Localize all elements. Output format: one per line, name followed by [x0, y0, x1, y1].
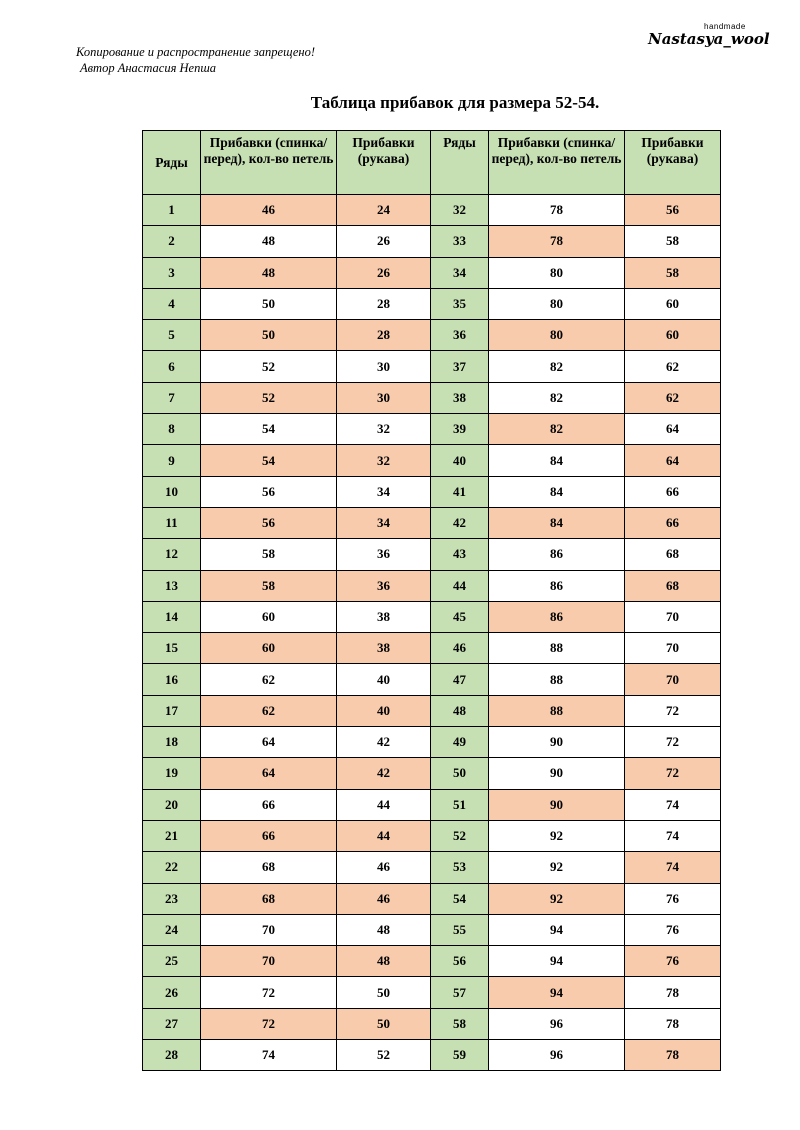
body-increase-cell: 80: [489, 257, 625, 288]
body-increase-cell: 84: [489, 445, 625, 476]
row-number-cell: 36: [431, 320, 489, 351]
row-number-cell: 5: [143, 320, 201, 351]
table-row: [143, 727, 721, 758]
table-row: [143, 320, 721, 351]
sleeve-increase-cell: 56: [625, 195, 721, 226]
row-number-cell: 27: [143, 1008, 201, 1039]
sleeve-increase-cell: 52: [337, 1040, 431, 1071]
body-increase-cell: 96: [489, 1008, 625, 1039]
table-row: [143, 476, 721, 507]
sleeve-increase-cell: 70: [625, 664, 721, 695]
body-increase-cell: 52: [201, 382, 337, 413]
row-number-cell: 2: [143, 226, 201, 257]
table-row: [143, 633, 721, 664]
row-number-cell: 14: [143, 601, 201, 632]
sleeve-increase-cell: 60: [625, 288, 721, 319]
brand-logo: [648, 22, 768, 50]
body-increase-cell: 46: [201, 195, 337, 226]
row-number-cell: 40: [431, 445, 489, 476]
row-number-cell: 33: [431, 226, 489, 257]
sleeve-increase-cell: 44: [337, 789, 431, 820]
body-increase-cell: 62: [201, 695, 337, 726]
sleeve-increase-cell: 58: [625, 257, 721, 288]
row-number-cell: 22: [143, 852, 201, 883]
body-increase-cell: 60: [201, 601, 337, 632]
sleeve-increase-cell: 44: [337, 820, 431, 851]
row-number-cell: 46: [431, 633, 489, 664]
row-number-cell: 12: [143, 539, 201, 570]
body-increase-cell: 58: [201, 570, 337, 601]
logo-brand-text: Nastasya_wool: [648, 30, 770, 48]
table-row: [143, 852, 721, 883]
body-increase-cell: 94: [489, 946, 625, 977]
body-increase-cell: 80: [489, 288, 625, 319]
table-body: [143, 195, 721, 1071]
sleeve-increase-cell: 74: [625, 820, 721, 851]
row-number-cell: 34: [431, 257, 489, 288]
body-increase-cell: 48: [201, 257, 337, 288]
table-row: [143, 789, 721, 820]
sleeve-increase-cell: 30: [337, 382, 431, 413]
sleeve-increase-cell: 66: [625, 476, 721, 507]
body-increase-cell: 64: [201, 758, 337, 789]
row-number-cell: 16: [143, 664, 201, 695]
body-increase-cell: 58: [201, 539, 337, 570]
body-increase-cell: 86: [489, 601, 625, 632]
body-increase-cell: 66: [201, 789, 337, 820]
header-rows-2: Ряды: [431, 131, 489, 195]
row-number-cell: 47: [431, 664, 489, 695]
sleeve-increase-cell: 28: [337, 288, 431, 319]
table-row: [143, 288, 721, 319]
body-increase-cell: 88: [489, 633, 625, 664]
body-increase-cell: 88: [489, 664, 625, 695]
table-row: [143, 820, 721, 851]
table-row: [143, 946, 721, 977]
body-increase-cell: 50: [201, 288, 337, 319]
sleeve-increase-cell: 30: [337, 351, 431, 382]
body-increase-cell: 92: [489, 883, 625, 914]
sleeve-increase-cell: 76: [625, 883, 721, 914]
sleeve-increase-cell: 48: [337, 946, 431, 977]
body-increase-cell: 74: [201, 1040, 337, 1071]
row-number-cell: 42: [431, 507, 489, 538]
table-row: [143, 257, 721, 288]
row-number-cell: 49: [431, 727, 489, 758]
sleeve-increase-cell: 28: [337, 320, 431, 351]
body-increase-cell: 54: [201, 445, 337, 476]
row-number-cell: 9: [143, 445, 201, 476]
header-body-increases: Прибавки (спинка/перед), кол-во петель: [201, 131, 337, 195]
body-increase-cell: 82: [489, 414, 625, 445]
sleeve-increase-cell: 62: [625, 382, 721, 413]
row-number-cell: 25: [143, 946, 201, 977]
sleeve-increase-cell: 40: [337, 664, 431, 695]
header-body-increases-2: Прибавки (спинка/перед), кол-во петель: [489, 131, 625, 195]
row-number-cell: 39: [431, 414, 489, 445]
row-number-cell: 6: [143, 351, 201, 382]
sleeve-increase-cell: 66: [625, 507, 721, 538]
sleeve-increase-cell: 36: [337, 539, 431, 570]
sleeve-increase-cell: 64: [625, 445, 721, 476]
row-number-cell: 54: [431, 883, 489, 914]
table-header-row: [143, 131, 721, 195]
row-number-cell: 57: [431, 977, 489, 1008]
sleeve-increase-cell: 72: [625, 727, 721, 758]
title-text: Таблица прибавок для размера 52-54.: [310, 93, 600, 112]
table-row: [143, 1040, 721, 1071]
sleeve-increase-cell: 26: [337, 257, 431, 288]
row-number-cell: 7: [143, 382, 201, 413]
body-increase-cell: 70: [201, 914, 337, 945]
body-increase-cell: 78: [489, 226, 625, 257]
sleeve-increase-cell: 46: [337, 852, 431, 883]
row-number-cell: 19: [143, 758, 201, 789]
copyright-notice: [76, 44, 315, 76]
sleeve-increase-cell: 64: [625, 414, 721, 445]
row-number-cell: 24: [143, 914, 201, 945]
row-number-cell: 55: [431, 914, 489, 945]
sleeve-increase-cell: 72: [625, 758, 721, 789]
author-line: Автор Анастасия Непша: [80, 61, 217, 75]
row-number-cell: 10: [143, 476, 201, 507]
table-row: [143, 195, 721, 226]
row-number-cell: 37: [431, 351, 489, 382]
body-increase-cell: 60: [201, 633, 337, 664]
row-number-cell: 51: [431, 789, 489, 820]
row-number-cell: 15: [143, 633, 201, 664]
body-increase-cell: 64: [201, 727, 337, 758]
body-increase-cell: 86: [489, 539, 625, 570]
body-increase-cell: 72: [201, 977, 337, 1008]
table-row: [143, 382, 721, 413]
body-increase-cell: 80: [489, 320, 625, 351]
row-number-cell: 59: [431, 1040, 489, 1071]
page-title: [0, 93, 800, 113]
sleeve-increase-cell: 78: [625, 1040, 721, 1071]
body-increase-cell: 56: [201, 476, 337, 507]
sleeve-increase-cell: 36: [337, 570, 431, 601]
sleeve-increase-cell: 32: [337, 414, 431, 445]
body-increase-cell: 90: [489, 789, 625, 820]
body-increase-cell: 62: [201, 664, 337, 695]
table-row: [143, 977, 721, 1008]
sleeve-increase-cell: 42: [337, 727, 431, 758]
sleeve-increase-cell: 78: [625, 977, 721, 1008]
body-increase-cell: 90: [489, 727, 625, 758]
body-increase-cell: 54: [201, 414, 337, 445]
table-row: [143, 758, 721, 789]
table-row: [143, 226, 721, 257]
body-increase-cell: 94: [489, 977, 625, 1008]
row-number-cell: 56: [431, 946, 489, 977]
row-number-cell: 21: [143, 820, 201, 851]
body-increase-cell: 96: [489, 1040, 625, 1071]
body-increase-cell: 78: [489, 195, 625, 226]
table-row: [143, 601, 721, 632]
row-number-cell: 1: [143, 195, 201, 226]
sleeve-increase-cell: 40: [337, 695, 431, 726]
body-increase-cell: 84: [489, 507, 625, 538]
sleeve-increase-cell: 50: [337, 977, 431, 1008]
row-number-cell: 44: [431, 570, 489, 601]
sleeve-increase-cell: 68: [625, 539, 721, 570]
sleeve-increase-cell: 34: [337, 507, 431, 538]
body-increase-cell: 68: [201, 852, 337, 883]
row-number-cell: 3: [143, 257, 201, 288]
sleeve-increase-cell: 48: [337, 914, 431, 945]
sleeve-increase-cell: 72: [625, 695, 721, 726]
sleeve-increase-cell: 74: [625, 789, 721, 820]
copyright-line: Копирование и распространение запрещено!: [76, 45, 315, 59]
body-increase-cell: 86: [489, 570, 625, 601]
sleeve-increase-cell: 74: [625, 852, 721, 883]
table-row: [143, 695, 721, 726]
row-number-cell: 35: [431, 288, 489, 319]
sleeve-increase-cell: 24: [337, 195, 431, 226]
row-number-cell: 41: [431, 476, 489, 507]
body-increase-cell: 94: [489, 914, 625, 945]
sleeve-increase-cell: 34: [337, 476, 431, 507]
body-increase-cell: 72: [201, 1008, 337, 1039]
body-increase-cell: 68: [201, 883, 337, 914]
table-row: [143, 539, 721, 570]
body-increase-cell: 52: [201, 351, 337, 382]
increases-table: [142, 130, 721, 1071]
table-row: [143, 914, 721, 945]
row-number-cell: 13: [143, 570, 201, 601]
body-increase-cell: 56: [201, 507, 337, 538]
sleeve-increase-cell: 70: [625, 601, 721, 632]
table-row: [143, 1008, 721, 1039]
body-increase-cell: 50: [201, 320, 337, 351]
table-row: [143, 507, 721, 538]
table-row: [143, 570, 721, 601]
sleeve-increase-cell: 70: [625, 633, 721, 664]
row-number-cell: 4: [143, 288, 201, 319]
sleeve-increase-cell: 60: [625, 320, 721, 351]
sleeve-increase-cell: 76: [625, 946, 721, 977]
sleeve-increase-cell: 32: [337, 445, 431, 476]
logo-handmade-text: handmade: [704, 22, 746, 31]
sleeve-increase-cell: 38: [337, 601, 431, 632]
row-number-cell: 53: [431, 852, 489, 883]
body-increase-cell: 84: [489, 476, 625, 507]
row-number-cell: 45: [431, 601, 489, 632]
row-number-cell: 32: [431, 195, 489, 226]
sleeve-increase-cell: 68: [625, 570, 721, 601]
row-number-cell: 50: [431, 758, 489, 789]
table-row: [143, 445, 721, 476]
sleeve-increase-cell: 62: [625, 351, 721, 382]
body-increase-cell: 70: [201, 946, 337, 977]
row-number-cell: 18: [143, 727, 201, 758]
sleeve-increase-cell: 76: [625, 914, 721, 945]
sleeve-increase-cell: 42: [337, 758, 431, 789]
row-number-cell: 43: [431, 539, 489, 570]
sleeve-increase-cell: 50: [337, 1008, 431, 1039]
body-increase-cell: 92: [489, 820, 625, 851]
row-number-cell: 11: [143, 507, 201, 538]
body-increase-cell: 90: [489, 758, 625, 789]
table-row: [143, 664, 721, 695]
body-increase-cell: 82: [489, 382, 625, 413]
row-number-cell: 38: [431, 382, 489, 413]
table-row: [143, 414, 721, 445]
table-row: [143, 883, 721, 914]
body-increase-cell: 88: [489, 695, 625, 726]
sleeve-increase-cell: 26: [337, 226, 431, 257]
body-increase-cell: 82: [489, 351, 625, 382]
body-increase-cell: 48: [201, 226, 337, 257]
header-rows: Ряды: [143, 131, 201, 195]
row-number-cell: 52: [431, 820, 489, 851]
sleeve-increase-cell: 58: [625, 226, 721, 257]
row-number-cell: 26: [143, 977, 201, 1008]
sleeve-increase-cell: 38: [337, 633, 431, 664]
header-sleeve-increases-2: Прибавки (рукава): [625, 131, 721, 195]
row-number-cell: 17: [143, 695, 201, 726]
row-number-cell: 23: [143, 883, 201, 914]
table-row: [143, 351, 721, 382]
row-number-cell: 8: [143, 414, 201, 445]
sleeve-increase-cell: 78: [625, 1008, 721, 1039]
body-increase-cell: 92: [489, 852, 625, 883]
row-number-cell: 48: [431, 695, 489, 726]
row-number-cell: 58: [431, 1008, 489, 1039]
row-number-cell: 20: [143, 789, 201, 820]
header-sleeve-increases: Прибавки (рукава): [337, 131, 431, 195]
row-number-cell: 28: [143, 1040, 201, 1071]
sleeve-increase-cell: 46: [337, 883, 431, 914]
body-increase-cell: 66: [201, 820, 337, 851]
